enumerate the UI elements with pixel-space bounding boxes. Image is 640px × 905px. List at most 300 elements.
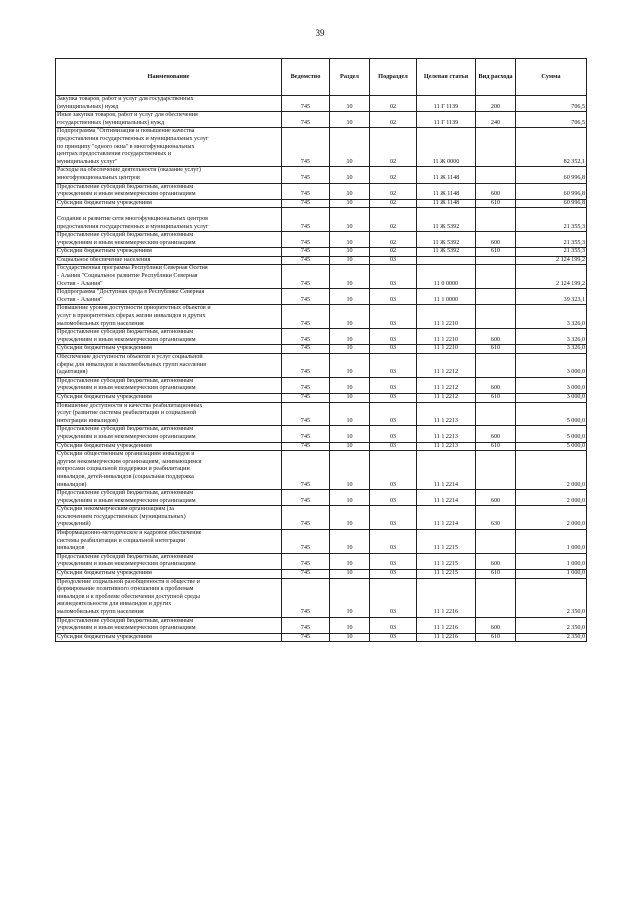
row-name-line: Предоставление субсидий бюджетным, автономным xyxy=(57,553,194,560)
table-row xyxy=(56,232,587,248)
row-celevaya-cell: 11 1 2216 xyxy=(417,617,476,633)
row-name-line: Субсидии некоммерческим организациям (за xyxy=(57,506,174,513)
row-name-cell xyxy=(56,265,282,289)
row-celevaya-cell: 11 1 2210 xyxy=(417,345,476,354)
row-vedomstvo-cell: 745 xyxy=(282,377,330,393)
row-vid-cell: 600 xyxy=(476,426,516,442)
table-body xyxy=(56,96,587,642)
row-podrazdel-cell: 02 xyxy=(370,248,417,257)
row-razdel-cell: 10 xyxy=(330,256,370,265)
table-row xyxy=(56,442,587,451)
table-row xyxy=(56,402,587,426)
row-name-line: учреждениям и иным некоммерческим организациям xyxy=(57,433,196,440)
row-name-line: жизнедеятельности для инвалидов и других xyxy=(57,601,172,608)
row-name-cell xyxy=(56,617,282,633)
row-celevaya-cell: 11 1 2215 xyxy=(417,530,476,554)
row-vedomstvo-cell: 745 xyxy=(282,305,330,329)
row-razdel-cell: 10 xyxy=(330,354,370,378)
row-vedomstvo-cell: 745 xyxy=(282,442,330,451)
row-summa-cell: 21 355,3 xyxy=(516,248,587,257)
row-name-line: формирование позитивного отношения к проблемам xyxy=(57,586,194,593)
row-name-line: интеграции инвалидов) xyxy=(57,417,118,424)
row-name-cell xyxy=(56,377,282,393)
row-name-line: учреждениям и иным некоммерческим организациям xyxy=(57,625,196,632)
row-summa-cell: 39 323,1 xyxy=(516,289,587,305)
row-vid-cell xyxy=(476,289,516,305)
row-vid-cell xyxy=(476,208,516,232)
row-summa-cell: 2 350,0 xyxy=(516,633,587,642)
row-name-line: Подпрограмма "Доступная среда в Республике Северная xyxy=(57,289,205,296)
row-vid-cell: 600 xyxy=(476,377,516,393)
row-summa-cell: 706,5 xyxy=(516,96,587,112)
row-podrazdel-cell: 03 xyxy=(370,451,417,490)
row-podrazdel-cell: 03 xyxy=(370,329,417,345)
row-podrazdel-cell: 03 xyxy=(370,354,417,378)
row-vedomstvo-cell: 745 xyxy=(282,451,330,490)
table-row xyxy=(56,578,587,617)
row-name-line: (муниципальных) нужд xyxy=(57,103,119,110)
row-podrazdel-cell: 03 xyxy=(370,289,417,305)
row-vid-cell: 610 xyxy=(476,393,516,402)
row-vedomstvo-cell: 745 xyxy=(282,265,330,289)
table-row xyxy=(56,617,587,633)
row-name-cell xyxy=(56,633,282,642)
row-summa-cell: 5 000,0 xyxy=(516,426,587,442)
row-celevaya-cell: 11 1 2215 xyxy=(417,570,476,579)
row-name-line: по принципу "одного окна" в многофункциональных xyxy=(57,143,195,150)
row-podrazdel-cell: 03 xyxy=(370,442,417,451)
row-razdel-cell: 10 xyxy=(330,199,370,208)
header-podrazdel: Подраздел xyxy=(370,59,417,96)
row-name-line: Расходы на обеспечение деятельности (оказание услуг) xyxy=(57,167,201,174)
row-vid-cell: 600 xyxy=(476,183,516,199)
row-podrazdel-cell: 03 xyxy=(370,377,417,393)
row-razdel-cell: 10 xyxy=(330,506,370,530)
row-summa-cell: 2 000,0 xyxy=(516,490,587,506)
row-vid-cell: 610 xyxy=(476,570,516,579)
row-celevaya-cell: 11 Г 1139 xyxy=(417,96,476,112)
row-name-cell xyxy=(56,490,282,506)
row-podrazdel-cell: 02 xyxy=(370,167,417,183)
row-name-line: многофункциональных центров xyxy=(57,174,140,181)
row-vid-cell xyxy=(476,305,516,329)
row-vedomstvo-cell: 745 xyxy=(282,208,330,232)
row-name-cell xyxy=(56,256,282,265)
row-name-cell xyxy=(56,248,282,257)
row-name-line: учреждениям и иным некоммерческим организациям xyxy=(57,191,196,198)
row-name-line: вопросами социальной поддержки и реабилитации xyxy=(57,466,190,473)
row-summa-cell: 3 326,0 xyxy=(516,329,587,345)
row-summa-cell: 2 124 199,2 xyxy=(516,265,587,289)
row-name-line: Предоставление субсидий бюджетным, автономным xyxy=(57,232,194,239)
row-name-line: Информационно-методическое и кадровое обеспечение xyxy=(57,530,202,537)
row-name-line: центрах предоставления государственных и xyxy=(57,151,172,158)
row-vedomstvo-cell: 745 xyxy=(282,354,330,378)
row-celevaya-cell: 11 Ж 1148 xyxy=(417,183,476,199)
row-vedomstvo-cell: 745 xyxy=(282,96,330,112)
row-podrazdel-cell: 03 xyxy=(370,617,417,633)
row-name-line: Предоставление субсидий бюджетным, автономным xyxy=(57,617,194,624)
row-vid-cell: 610 xyxy=(476,345,516,354)
row-vedomstvo-cell: 745 xyxy=(282,232,330,248)
row-vid-cell xyxy=(476,256,516,265)
table-row xyxy=(56,530,587,554)
row-name-cell xyxy=(56,442,282,451)
row-podrazdel-cell: 03 xyxy=(370,570,417,579)
row-name-line: маломобильных групп населения xyxy=(57,609,144,615)
row-celevaya-cell: 11 1 2213 xyxy=(417,402,476,426)
row-name-line: Государственная программа Республики Северная Осетия xyxy=(57,265,208,272)
row-name-line: Субсидии бюджетным учреждениям xyxy=(57,570,152,577)
row-name-cell xyxy=(56,451,282,490)
row-celevaya-cell: 11 Ж 5392 xyxy=(417,232,476,248)
row-summa-cell: 21 355,3 xyxy=(516,232,587,248)
row-celevaya-cell xyxy=(417,256,476,265)
row-name-cell xyxy=(56,345,282,354)
row-name-line: - Алания "Социальное развитие Республики Северная xyxy=(57,273,198,280)
row-razdel-cell: 10 xyxy=(330,442,370,451)
row-podrazdel-cell: 03 xyxy=(370,402,417,426)
row-celevaya-cell: 11 Ж 1148 xyxy=(417,167,476,183)
row-summa-cell: 60 996,8 xyxy=(516,183,587,199)
row-podrazdel-cell: 02 xyxy=(370,199,417,208)
row-vedomstvo-cell: 745 xyxy=(282,426,330,442)
row-vedomstvo-cell: 745 xyxy=(282,402,330,426)
row-vedomstvo-cell: 745 xyxy=(282,553,330,569)
page-number: 39 xyxy=(315,28,325,38)
table-row xyxy=(56,633,587,642)
row-summa-cell: 2 350,0 xyxy=(516,617,587,633)
row-name-line: Осетия - Алания" xyxy=(57,280,103,287)
row-celevaya-cell: 11 1 2213 xyxy=(417,442,476,451)
row-summa-cell: 3 000,0 xyxy=(516,354,587,378)
row-name-line: Субсидии бюджетным учреждениям xyxy=(57,442,152,449)
row-celevaya-cell: 11 0 0000 xyxy=(417,265,476,289)
table-row xyxy=(56,208,587,232)
row-vid-cell: 600 xyxy=(476,329,516,345)
row-name-line: Осетия - Алания" xyxy=(57,296,103,303)
row-celevaya-cell: 11 1 2216 xyxy=(417,633,476,642)
row-name-cell xyxy=(56,199,282,208)
row-summa-cell: 21 355,3 xyxy=(516,208,587,232)
row-razdel-cell: 10 xyxy=(330,128,370,167)
row-podrazdel-cell: 03 xyxy=(370,530,417,554)
row-name-line: Предоставление субсидий бюджетным, автономным xyxy=(57,329,194,336)
row-podrazdel-cell: 03 xyxy=(370,345,417,354)
row-podrazdel-cell: 02 xyxy=(370,96,417,112)
row-name-line: Иные закупки товаров, работ и услуг для обеспечения xyxy=(57,112,198,119)
row-name-line: Преодоление социальной разобщенности в обществе и xyxy=(57,578,200,585)
row-celevaya-cell: 11 1 2212 xyxy=(417,393,476,402)
row-name-line: услуг в приоритетных сферах жизни инвалидов и других xyxy=(57,313,206,320)
table-row xyxy=(56,490,587,506)
row-razdel-cell: 10 xyxy=(330,232,370,248)
row-name-cell xyxy=(56,305,282,329)
header-name: Наименование xyxy=(56,59,282,96)
table-row xyxy=(56,248,587,257)
budget-table xyxy=(55,58,587,642)
row-name-cell xyxy=(56,329,282,345)
row-podrazdel-cell: 03 xyxy=(370,553,417,569)
row-vedomstvo-cell: 745 xyxy=(282,345,330,354)
row-name-line: предоставления государственных и муниципальных услуг xyxy=(57,135,209,142)
row-podrazdel-cell: 02 xyxy=(370,112,417,128)
row-razdel-cell: 10 xyxy=(330,112,370,128)
table-row xyxy=(56,128,587,167)
row-name-cell xyxy=(56,354,282,378)
table-row xyxy=(56,112,587,128)
row-vedomstvo-cell: 745 xyxy=(282,633,330,642)
table-header-row xyxy=(56,59,587,96)
row-razdel-cell: 10 xyxy=(330,578,370,617)
row-summa-cell: 2 000,0 xyxy=(516,451,587,490)
header-razdel: Раздел xyxy=(330,59,370,96)
row-podrazdel-cell: 03 xyxy=(370,506,417,530)
row-vedomstvo-cell: 745 xyxy=(282,112,330,128)
row-name-line: Субсидии бюджетным учреждениям xyxy=(57,393,152,400)
row-summa-cell: 3 000,0 xyxy=(516,393,587,402)
row-vid-cell: 600 xyxy=(476,490,516,506)
row-name-line: учреждениям и иным некоммерческим организациям xyxy=(57,497,196,504)
table-row xyxy=(56,167,587,183)
row-vedomstvo-cell: 745 xyxy=(282,530,330,554)
row-name-line: Субсидии бюджетным учреждениям xyxy=(57,345,152,352)
row-name-line: учреждениям и иным некоммерческим организациям xyxy=(57,336,196,343)
row-summa-cell: 706,5 xyxy=(516,112,587,128)
row-podrazdel-cell: 02 xyxy=(370,128,417,167)
table-row xyxy=(56,506,587,530)
row-podrazdel-cell: 02 xyxy=(370,183,417,199)
row-celevaya-cell: 11 Ж 1148 xyxy=(417,199,476,208)
row-summa-cell: 1 000,0 xyxy=(516,553,587,569)
table-row xyxy=(56,329,587,345)
row-name-line: Создание и развитие сети многофункциональных центров xyxy=(57,215,209,222)
row-celevaya-cell: 11 1 2216 xyxy=(417,578,476,617)
table-row xyxy=(56,354,587,378)
row-razdel-cell: 10 xyxy=(330,377,370,393)
row-vid-cell: 630 xyxy=(476,506,516,530)
row-razdel-cell: 10 xyxy=(330,167,370,183)
row-summa-cell: 3 000,0 xyxy=(516,377,587,393)
row-podrazdel-cell: 03 xyxy=(370,633,417,642)
table-row xyxy=(56,256,587,265)
row-vid-cell: 610 xyxy=(476,199,516,208)
row-razdel-cell: 10 xyxy=(330,530,370,554)
row-name-line: Подпрограмма "Оптимизация и повышение качества xyxy=(57,128,195,135)
header-celevaya-statya: Целевая статья xyxy=(417,59,476,96)
row-vedomstvo-cell: 745 xyxy=(282,578,330,617)
row-summa-cell: 60 996,8 xyxy=(516,199,587,208)
row-vid-cell xyxy=(476,167,516,183)
row-celevaya-cell: 11 Ж 5392 xyxy=(417,248,476,257)
row-celevaya-cell: 11 Г 1139 xyxy=(417,112,476,128)
table-row xyxy=(56,426,587,442)
row-name-line: услуг (развитие системы реабилитации и социальной xyxy=(57,410,197,417)
row-razdel-cell: 10 xyxy=(330,96,370,112)
row-name-line: (адаптация) xyxy=(57,369,88,376)
row-celevaya-cell: 11 1 2214 xyxy=(417,451,476,490)
row-vid-cell: 240 xyxy=(476,112,516,128)
table-row xyxy=(56,345,587,354)
row-vedomstvo-cell: 745 xyxy=(282,506,330,530)
row-name-line: Социальное обеспечение населения xyxy=(57,256,151,263)
row-razdel-cell: 10 xyxy=(330,402,370,426)
row-celevaya-cell: 11 1 2213 xyxy=(417,426,476,442)
row-vid-cell: 600 xyxy=(476,553,516,569)
row-name-cell xyxy=(56,208,282,232)
table-row xyxy=(56,451,587,490)
row-vid-cell xyxy=(476,265,516,289)
row-name-line: Предоставление субсидий бюджетным, автономным xyxy=(57,426,194,433)
row-name-cell xyxy=(56,506,282,530)
row-name-cell xyxy=(56,289,282,305)
header-vedomstvo: Ведомство xyxy=(282,59,330,96)
row-name-line: другим некоммерческим организациям, занимающимся xyxy=(57,458,202,465)
row-celevaya-cell: 11 Ж 5392 xyxy=(417,208,476,232)
row-razdel-cell: 10 xyxy=(330,183,370,199)
row-vedomstvo-cell: 745 xyxy=(282,183,330,199)
row-vid-cell xyxy=(476,530,516,554)
row-celevaya-cell: 11 1 2212 xyxy=(417,354,476,378)
row-razdel-cell: 10 xyxy=(330,393,370,402)
table-row xyxy=(56,199,587,208)
row-vid-cell: 200 xyxy=(476,96,516,112)
row-vid-cell: 610 xyxy=(476,442,516,451)
row-name-line: инвалидов и к проблеме обеспечения доступной среды xyxy=(57,593,200,600)
row-celevaya-cell: 11 1 2214 xyxy=(417,506,476,530)
table-row xyxy=(56,96,587,112)
row-summa-cell: 82 352,1 xyxy=(516,128,587,167)
row-name-cell xyxy=(56,530,282,554)
row-name-line: Предоставление субсидий бюджетным, автономным xyxy=(57,183,194,190)
row-vedomstvo-cell: 745 xyxy=(282,617,330,633)
row-name-line: инвалидов xyxy=(57,545,85,552)
row-name-cell xyxy=(56,578,282,617)
row-name-line: учреждениям и иным некоммерческим организациям xyxy=(57,239,196,246)
row-name-line: муниципальных услуг" xyxy=(57,158,118,165)
row-name-line: инвалидов, детей-инвалидов (социальная поддержка xyxy=(57,473,194,480)
row-celevaya-cell: 11 1 2215 xyxy=(417,553,476,569)
row-razdel-cell: 10 xyxy=(330,208,370,232)
row-summa-cell: 5 000,0 xyxy=(516,402,587,426)
row-vid-cell: 600 xyxy=(476,617,516,633)
row-name-line: Субсидии общественным организациям инвалидов и xyxy=(57,451,195,458)
row-summa-cell: 5 000,0 xyxy=(516,442,587,451)
row-name-line xyxy=(57,208,280,216)
header-summa: Сумма xyxy=(516,59,587,96)
row-vid-cell xyxy=(476,128,516,167)
row-summa-cell: 2 124 199,2 xyxy=(516,256,587,265)
row-name-line: Предоставление субсидий бюджетным, автономным xyxy=(57,490,194,497)
row-razdel-cell: 10 xyxy=(330,633,370,642)
row-vedomstvo-cell: 745 xyxy=(282,199,330,208)
header-vid-rashoda: Вид расхода xyxy=(476,59,516,96)
table-row xyxy=(56,377,587,393)
row-summa-cell: 1 000,0 xyxy=(516,570,587,579)
table-row xyxy=(56,305,587,329)
row-name-line: маломобильных групп населения xyxy=(57,320,144,327)
row-vedomstvo-cell: 745 xyxy=(282,570,330,579)
row-razdel-cell: 10 xyxy=(330,305,370,329)
row-name-line: предоставления государственных и муниципальных услуг xyxy=(57,223,209,230)
row-vid-cell xyxy=(476,354,516,378)
row-razdel-cell: 10 xyxy=(330,570,370,579)
row-name-line: Закупка товаров, работ и услуг для государственных xyxy=(57,96,194,102)
row-podrazdel-cell: 03 xyxy=(370,305,417,329)
row-vid-cell: 610 xyxy=(476,248,516,257)
row-name-cell xyxy=(56,112,282,128)
row-name-line: Субсидии бюджетным учреждениям xyxy=(57,199,152,206)
row-vedomstvo-cell: 745 xyxy=(282,329,330,345)
row-celevaya-cell: 11 1 2210 xyxy=(417,329,476,345)
row-name-cell xyxy=(56,183,282,199)
row-vedomstvo-cell: 745 xyxy=(282,393,330,402)
row-vid-cell: 600 xyxy=(476,232,516,248)
row-name-line: системы реабилитации и социальной интеграции xyxy=(57,537,186,544)
row-razdel-cell: 10 xyxy=(330,329,370,345)
row-vedomstvo-cell: 745 xyxy=(282,289,330,305)
row-razdel-cell: 10 xyxy=(330,248,370,257)
row-podrazdel-cell: 03 xyxy=(370,578,417,617)
row-name-cell xyxy=(56,232,282,248)
row-podrazdel-cell: 03 xyxy=(370,426,417,442)
row-razdel-cell: 10 xyxy=(330,426,370,442)
row-name-line: исключением государственных (муниципальных) xyxy=(57,513,186,520)
row-podrazdel-cell: 02 xyxy=(370,232,417,248)
row-vedomstvo-cell: 745 xyxy=(282,167,330,183)
row-name-cell xyxy=(56,426,282,442)
row-summa-cell: 2 000,0 xyxy=(516,506,587,530)
row-summa-cell: 1 000,0 xyxy=(516,530,587,554)
row-vedomstvo-cell: 745 xyxy=(282,248,330,257)
row-name-cell xyxy=(56,570,282,579)
row-vedomstvo-cell: 745 xyxy=(282,490,330,506)
row-razdel-cell: 10 xyxy=(330,265,370,289)
row-name-line: Повышение уровня доступности приоритетных объектов и xyxy=(57,305,211,312)
table-row xyxy=(56,570,587,579)
row-summa-cell: 3 326,0 xyxy=(516,345,587,354)
row-name-cell xyxy=(56,96,282,112)
row-vedomstvo-cell: 745 xyxy=(282,256,330,265)
row-celevaya-cell: 11 1 2214 xyxy=(417,490,476,506)
row-podrazdel-cell: 03 xyxy=(370,265,417,289)
row-name-cell xyxy=(56,128,282,167)
row-podrazdel-cell: 03 xyxy=(370,393,417,402)
row-vid-cell xyxy=(476,451,516,490)
row-summa-cell: 2 350,0 xyxy=(516,578,587,617)
row-razdel-cell: 10 xyxy=(330,345,370,354)
row-name-line: инвалидов) xyxy=(57,481,87,488)
table-row xyxy=(56,183,587,199)
row-vid-cell: 610 xyxy=(476,633,516,642)
row-name-line: учреждениям и иным некоммерческим организациям xyxy=(57,385,196,392)
row-podrazdel-cell: 02 xyxy=(370,208,417,232)
row-name-line: сферы для инвалидов и маломобильных групп населения xyxy=(57,361,206,368)
row-name-line: Субсидии бюджетным учреждениям xyxy=(57,248,152,255)
row-name-cell xyxy=(56,167,282,183)
table-row xyxy=(56,553,587,569)
table-row xyxy=(56,265,587,289)
table-row xyxy=(56,289,587,305)
row-name-cell xyxy=(56,402,282,426)
row-name-line: Предоставление субсидий бюджетным, автономным xyxy=(57,377,194,384)
row-celevaya-cell: 11 Ж 0000 xyxy=(417,128,476,167)
row-name-line: Обеспечение доступности объектов и услуг социальной xyxy=(57,354,203,360)
row-razdel-cell: 10 xyxy=(330,617,370,633)
row-name-cell xyxy=(56,393,282,402)
row-razdel-cell: 10 xyxy=(330,451,370,490)
row-name-line: учреждениям и иным некоммерческим организациям xyxy=(57,561,196,568)
